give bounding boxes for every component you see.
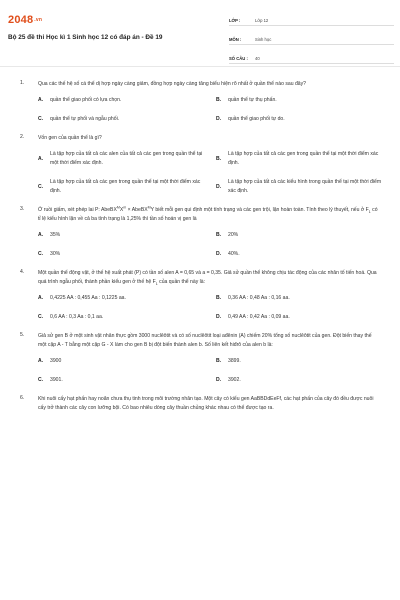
option-c[interactable]: C. 30% [38,251,61,257]
question-2 [20,134,380,196]
question-number: 3. [20,206,25,212]
meta-key: SỐ CÂU : [229,56,248,61]
option-b[interactable]: B. Là tập hợp của tất cả các gen trong quần thể tại một thời điểm xác định. [216,151,379,166]
option-c[interactable]: C. quần thể tự phối và ngẫu phối. [38,116,120,122]
option-a[interactable]: A. Là tập hợp của tất cả các alen của tất cả các gen trong quần thể tại một thời điểm xác định. [38,151,203,166]
question-text: Khi nuôi cấy hạt phấn hay noãn chưa thụ tinh trong môi trường nhân tạo. Một cây có kiểu gen AaBBDdEeFf, các hạt phấn của cây đó đều được nuôi cấy trở thành các cây con lưỡng bội. Có bao nhiêu dòng cây thuần chủng khác nhau có thể được tạo ra. [38,396,374,411]
header-divider [0,66,400,67]
option-d[interactable]: D. 40%. [216,251,240,257]
question-6 [20,395,380,413]
question-text: Vốn gen của quần thể là gì? [38,135,102,141]
meta-value: Sinh học [255,37,272,42]
option-d[interactable]: D. 0,49 AA : 0,42 Aa : 0,09 aa. [216,314,290,320]
meta-key: LỚP : [229,18,241,23]
option-b[interactable]: B. 20% [216,232,239,238]
meta-row-subject [229,31,394,45]
question-number: 4. [20,269,25,275]
meta-row-grade [229,12,394,26]
site-logo[interactable]: 2048.vn [8,14,43,26]
question-text: Giả sử gen B ở một sinh vật nhân thực gồm 3000 nuclêôtit và có số nuclêôtit loại ađênin (A) chiếm 20% tổng số nuclêôtit của gen. Đột biến thay thế một cặp A - T bằng một cặp G - X làm cho gen B bị đột biến thành alen b. Số liên kết hiđrô của alen b là: [38,333,372,348]
option-a[interactable]: A. 0,4225 AA : 0,455 Aa : 0,1225 aa. [38,295,126,301]
option-b[interactable]: B. 3899. [216,358,241,364]
question-number: 2. [20,134,25,140]
option-d[interactable]: D. Là tập hợp của tất cả các kiểu hình trong quần thể tại một thời điểm xác định. [216,179,382,194]
question-4 [20,269,380,322]
meta-value: 40 [255,56,260,61]
meta-key: MÔN : [229,37,242,42]
question-list [20,80,380,423]
question-text: Ở ruồi giấm, xét phép lai P: $AbeBX^MX^m$ × AbeBX$^M$Y biết mỗi gen qui định một tính trạng và các gen trội, lặn hoàn toàn. Tính theo lý thuyết, nếu ở $F_1$ có tỉ lệ kiểu hình lặn về cả ba tính trạng là 1,25% thì tần số hoán vị gen là [38,205,378,222]
option-d[interactable]: D. quần thể giao phối tự do. [216,116,285,122]
option-b[interactable]: B. quần thể tự thụ phấn. [216,97,277,103]
option-c[interactable]: C. 0,6 AA : 0,3 Aa : 0,1 aa. [38,314,104,320]
answer-options [38,150,380,196]
answer-options [38,294,380,322]
answer-options [38,96,380,124]
option-d[interactable]: D. 3902. [216,377,241,383]
answer-options [38,357,380,385]
page-header [0,0,400,62]
option-a[interactable]: A. 35% [38,232,61,238]
question-number: 1. [20,80,25,86]
question-3 [20,206,380,259]
option-a[interactable]: A. quần thể giao phối có lựa chọn. [38,97,122,103]
question-text: Một quần thể động vật, ở thế hệ xuất phát (P) có tần số alen A = 0,65 và a = 0,35. Giả sử quần thể không chịu tác động của các nhân tố tiến hoá. Qua quá trình ngẫu phối, thành phần kiểu gen ở thế hệ $F_1$ của quần thể này là: [38,270,377,287]
meta-value: Lớp 12 [255,18,269,23]
option-a[interactable]: A. 3900 [38,358,62,364]
option-b[interactable]: B. 0,36 AA : 0,48 Aa : 0,16 aa. [216,295,290,301]
answer-options [38,231,380,259]
document-title: Bộ 25 đề thi Học kì 1 Sinh học 12 có đáp án - Đề 19 [8,34,163,41]
exam-meta [229,12,394,64]
option-c[interactable]: C. Là tập hợp của tất cả các gen trong quần thể tại một thời điểm xác định. [38,179,201,194]
question-5 [20,332,380,385]
meta-row-count [229,50,394,64]
question-number: 6. [20,395,25,401]
question-number: 5. [20,332,25,338]
option-c[interactable]: C. 3901. [38,377,63,383]
question-text: Qua các thế hệ số cá thể dị hợp ngày càng giảm, đồng hợp ngày càng tăng biểu hiện rõ nhất ở quần thể nào sau đây? [38,81,307,87]
question-1 [20,80,380,124]
